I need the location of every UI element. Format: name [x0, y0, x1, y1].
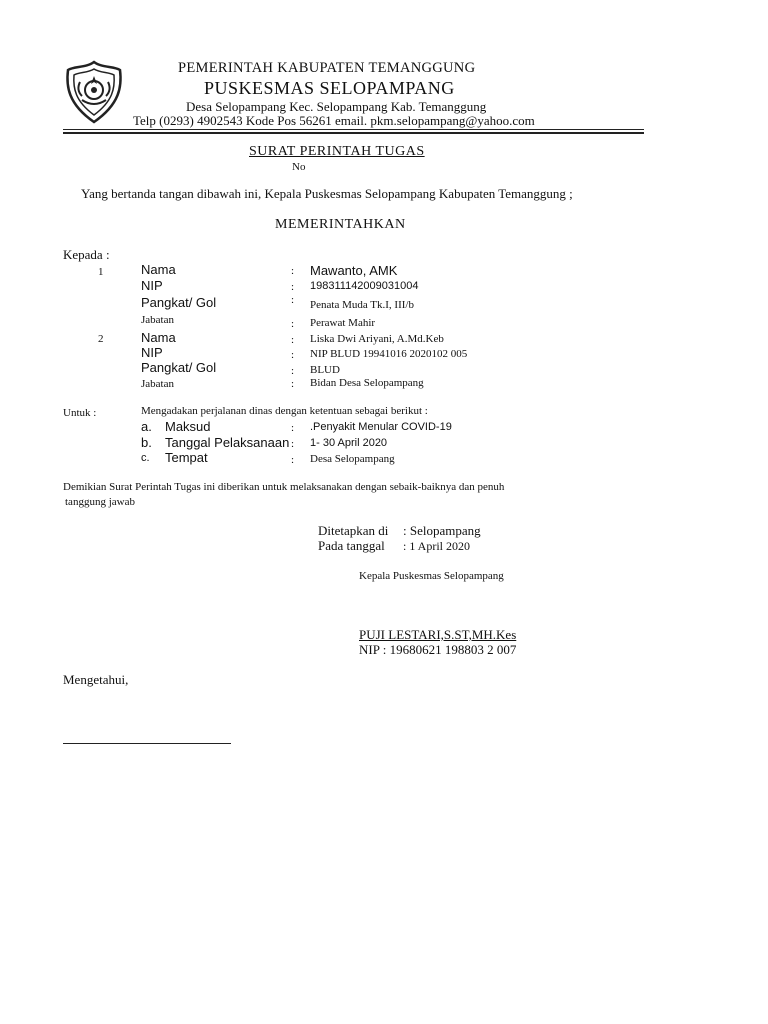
person-1-position-value: Perawat Mahir [310, 317, 376, 329]
person-1-position-sep: : [291, 318, 295, 330]
purpose-label: Untuk : [63, 407, 97, 419]
purpose-item-a-letter: a. [141, 419, 152, 434]
person-2-name-value: Liska Dwi Ariyani, A.Md.Keb [310, 333, 444, 345]
purpose-item-a-label: Maksud [165, 419, 211, 434]
letterhead-government: PEMERINTAH KABUPATEN TEMANGGUNG [178, 60, 476, 76]
person-2-rank-value: BLUD [310, 364, 340, 376]
issued-place-label: Ditetapkan di [318, 523, 389, 538]
person-1-position-label: Jabatan [141, 314, 174, 326]
person-2-rank-sep: : [291, 365, 295, 377]
purpose-item-b-label: Tanggal Pelaksanaan [165, 435, 290, 450]
purpose-item-a-value: .Penyakit Menular COVID-19 [310, 421, 452, 433]
letterhead-rule-thick [63, 132, 644, 134]
signer-position: Kepala Puskesmas Selopampang [359, 570, 504, 582]
person-2-rank-label: Pangkat/ Gol [141, 360, 217, 375]
issued-date-value: : 1 April 2020 [403, 539, 471, 553]
person-2-nip-sep: : [291, 349, 295, 361]
person-1-number: 1 [98, 266, 104, 278]
acknowledge-signature-line [63, 743, 231, 744]
regency-emblem-icon [64, 60, 124, 124]
closing-text-line-1: Demikian Surat Perintah Tugas ini diberikan untuk melaksanakan dengan sebaik-baiknya dan penuh [63, 481, 505, 493]
purpose-item-c-letter: c. [141, 452, 150, 464]
person-2-position-sep: : [291, 378, 295, 390]
person-2-nip-value: NIP BLUD 19941016 2020102 005 [310, 348, 468, 360]
person-1-name-label: Nama [141, 262, 176, 277]
intro-text: Yang bertanda tangan dibawah ini, Kepala Puskesmas Selopampang Kabupaten Temanggung ; [81, 186, 573, 201]
acknowledge-label: Mengetahui, [63, 672, 129, 687]
purpose-item-a-sep: : [291, 422, 295, 434]
letterhead-rule-thin [63, 129, 644, 130]
purpose-item-b-sep: : [291, 438, 295, 450]
document-number-label: No [292, 161, 306, 173]
purpose-item-b-value: 1- 30 April 2020 [310, 437, 388, 449]
person-1-rank-value: Penata Muda Tk.I, III/b [310, 299, 414, 311]
purpose-item-b-letter: b. [141, 435, 152, 450]
purpose-item-c-label: Tempat [165, 450, 208, 465]
person-2-position-label: Jabatan [141, 378, 174, 390]
person-1-rank-label: Pangkat/ Gol [141, 295, 217, 310]
purpose-text: Mengadakan perjalanan dinas dengan ketentuan sebagai berikut : [141, 405, 428, 417]
to-label: Kepada : [63, 247, 110, 262]
person-1-nip-label: NIP [141, 278, 163, 293]
issued-date-label: Pada tanggal [318, 538, 385, 553]
order-heading: MEMERINTAHKAN [275, 217, 406, 232]
person-1-nip-sep: : [291, 281, 295, 293]
person-1-rank-sep: : [291, 294, 295, 306]
closing-text-line-2: tanggung jawab [65, 496, 135, 508]
purpose-item-c-value: Desa Selopampang [310, 453, 395, 465]
person-1-name-value: Mawanto, AMK [310, 263, 398, 278]
signer-nip: NIP : 19680621 198803 2 007 [359, 642, 517, 657]
person-2-position-value: Bidan Desa Selopampang [310, 377, 424, 389]
person-1-name-sep: : [291, 265, 295, 277]
person-1-nip-value: 198311142009031004 [310, 280, 419, 292]
person-2-name-label: Nama [141, 330, 176, 345]
letterhead-address: Desa Selopampang Kec. Selopampang Kab. Temanggung [186, 99, 487, 114]
signer-name: PUJI LESTARI,S.ST,MH.Kes [359, 627, 517, 642]
person-2-nip-label: NIP [141, 345, 163, 360]
purpose-item-c-sep: : [291, 454, 295, 466]
person-2-name-sep: : [291, 334, 295, 346]
person-2-number: 2 [98, 333, 104, 345]
letterhead-contact: Telp (0293) 4902543 Kode Pos 56261 email. pkm.selopampang@yahoo.com [133, 113, 535, 128]
document-title: SURAT PERINTAH TUGAS [249, 144, 425, 159]
issued-place-value: : Selopampang [403, 523, 481, 538]
letterhead-organization: PUSKESMAS SELOPAMPANG [204, 78, 455, 98]
